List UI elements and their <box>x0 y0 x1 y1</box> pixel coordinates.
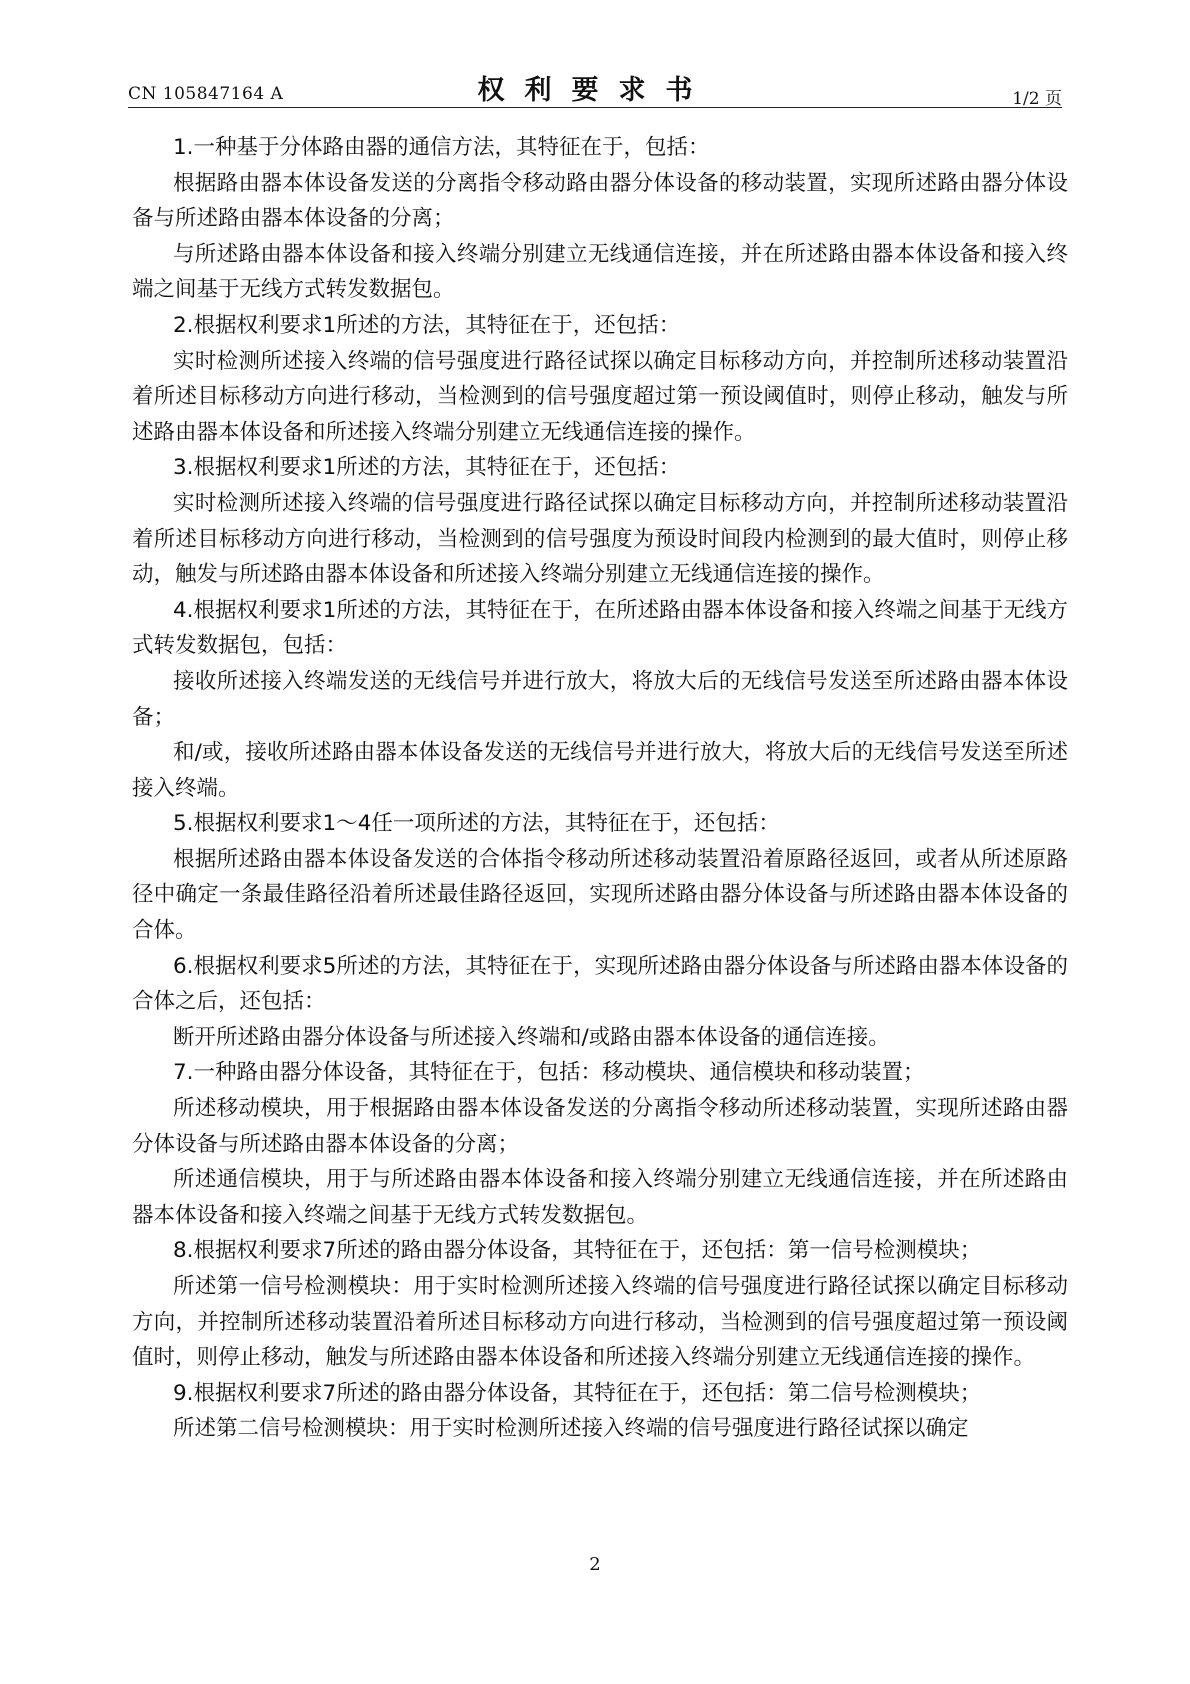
header-divider <box>128 107 1062 108</box>
claim-4-heading: 4.根据权利要求1所述的方法，其特征在于，在所述路由器本体设备和接入终端之间基于无线方式转发数据包，包括： <box>132 597 1068 659</box>
claim-paragraph: 所述通信模块，用于与所述路由器本体设备和接入终端分别建立无线通信连接，并在所述路由器本体设备和接入终端之间基于无线方式转发数据包。 <box>132 1167 1068 1228</box>
claim-9-heading: 9.根据权利要求7所述的路由器分体设备，其特征在于，还包括：第二信号检测模块； <box>173 1380 982 1406</box>
claim-1-heading: 1.一种基于分体路由器的通信方法，其特征在于，包括： <box>173 135 710 160</box>
patent-number: CN 105847164 A <box>128 84 284 104</box>
page-header <box>128 62 1062 108</box>
claim-paragraph: 所述移动模块，用于根据路由器本体设备发送的分离指令移动所述移动装置，实现所述路由器分体设备与所述路由器本体设备的分离； <box>132 1096 1068 1157</box>
claim-paragraph: 实时检测所述接入终端的信号强度进行路径试探以确定目标移动方向，并控制所述移动装置沿着所述目标移动方向进行移动，当检测到的信号强度超过第一预设阈值时，则停止移动，触发与所述路由器本体设备和所述接入终端分别建立无线通信连接的操作。 <box>132 348 1068 445</box>
claim-3-heading: 3.根据权利要求1所述的方法，其特征在于，还包括： <box>173 455 681 481</box>
claim-paragraph: 与所述路由器本体设备和接入终端分别建立无线通信连接，并在所述路由器本体设备和接入终端之间基于无线方式转发数据包。 <box>132 241 1068 303</box>
claim-2-heading: 2.根据权利要求1所述的方法，其特征在于，还包括： <box>173 312 681 338</box>
claim-paragraph: 根据所述路由器本体设备发送的合体指令移动所述移动装置沿着原路径返回，或者从所述原路径中确定一条最佳路径沿着所述最佳路径返回，实现所述路由器分体设备与所述路由器本体设备的合体。 <box>132 846 1068 944</box>
claim-paragraph: 所述第二信号检测模块：用于实时检测所述接入终端的信号强度进行路径试探以确定 <box>173 1416 969 1442</box>
claim-paragraph: 所述第一信号检测模块：用于实时检测所述接入终端的信号强度进行路径试探以确定目标移动方向，并控制所述移动装置沿着所述目标移动方向进行移动，当检测到的信号强度超过第一预设阈值时，则停止移动，触发与所述路由器本体设备和所述接入终端分别建立无线通信连接的操作。 <box>132 1274 1068 1371</box>
claim-paragraph: 根据路由器本体设备发送的分离指令移动路由器分体设备的移动装置，实现所述路由器分体设备与所述路由器本体设备的分离； <box>132 170 1068 232</box>
claim-6-heading: 6.根据权利要求5所述的方法，其特征在于，实现所述路由器分体设备与所述路由器本体设备的合体之后，还包括： <box>132 953 1068 1015</box>
page-title: 权利要求书 <box>477 75 713 106</box>
claim-8-heading: 8.根据权利要求7所述的路由器分体设备，其特征在于，还包括：第一信号检测模块； <box>173 1238 982 1264</box>
page-number: 2 <box>589 1554 601 1575</box>
claim-paragraph: 和/或，接收所述路由器本体设备发送的无线信号并进行放大，将放大后的无线信号发送至所述接入终端。 <box>132 740 1068 801</box>
claim-7-heading: 7.一种路由器分体设备，其特征在于，包括：移动模块、通信模块和移动装置； <box>173 1060 925 1086</box>
claim-paragraph: 实时检测所述接入终端的信号强度进行路径试探以确定目标移动方向，并控制所述移动装置沿着所述目标移动方向进行移动，当检测到的信号强度为预设时间段内检测到的最大值时，则停止移动，触发与所述路由器本体设备和所述接入终端分别建立无线通信连接的操作。 <box>132 490 1068 588</box>
claim-paragraph: 接收所述接入终端发送的无线信号并进行放大，将放大后的无线信号发送至所述路由器本体设备； <box>132 668 1068 730</box>
claim-paragraph: 断开所述路由器分体设备与所述接入终端和/或路由器本体设备的通信连接。 <box>173 1024 890 1050</box>
claim-5-heading: 5.根据权利要求1～4任一项所述的方法，其特征在于，还包括： <box>173 811 780 837</box>
page-indicator: 1/2 页 <box>1012 89 1062 109</box>
claims-body <box>132 130 1068 1447</box>
